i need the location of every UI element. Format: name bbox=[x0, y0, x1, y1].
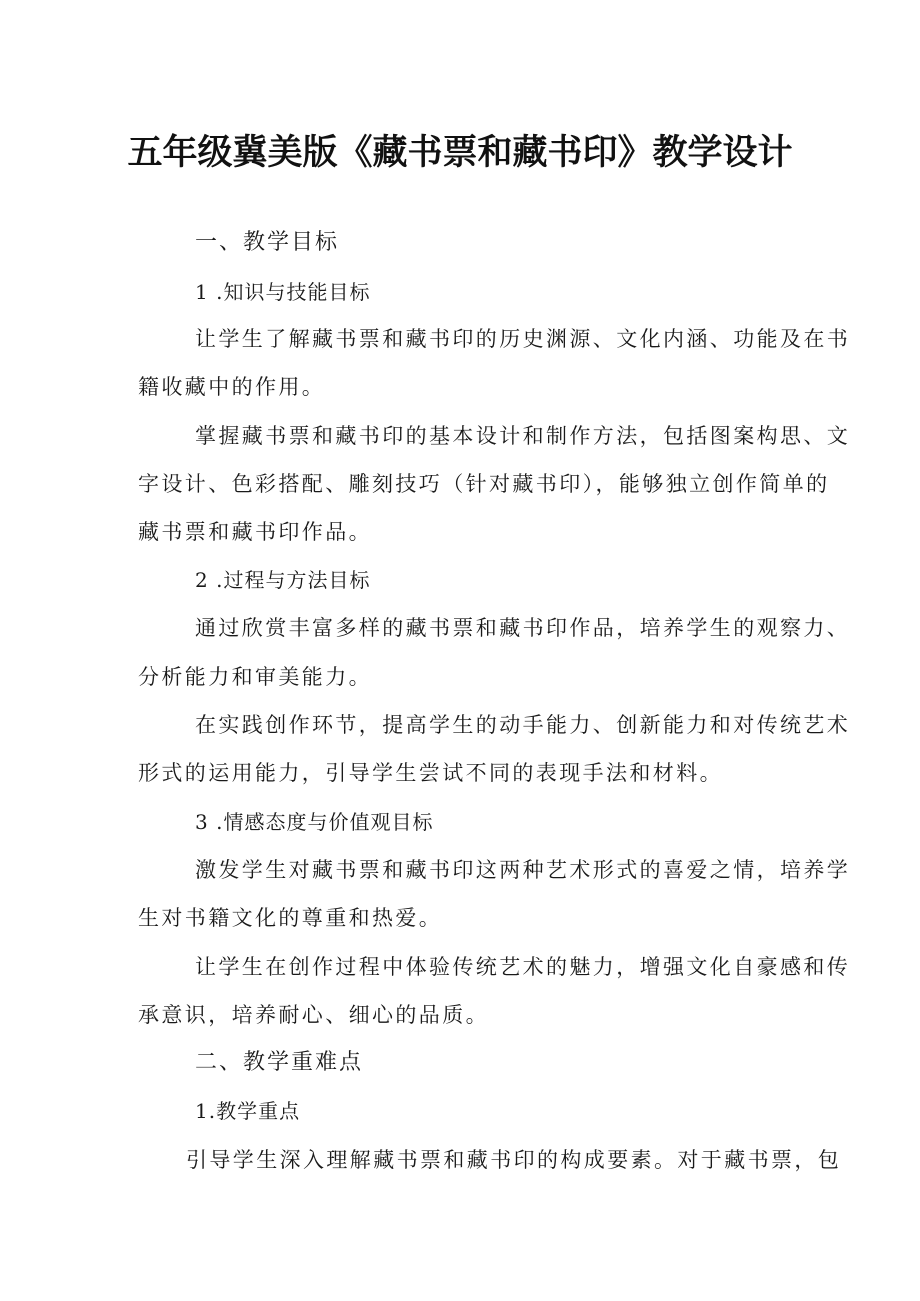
paragraph-line: 让学生在创作过程中体验传统艺术的魅力，增强文化自豪感和传 bbox=[195, 955, 851, 979]
paragraph-line: 在实践创作环节，提高学生的动手能力、创新能力和对传统艺术 bbox=[195, 713, 851, 737]
paragraph-line: 通过欣赏丰富多样的藏书票和藏书印作品，培养学生的观察力、 bbox=[195, 616, 851, 640]
paragraph-line: 籍收藏中的作用。 bbox=[138, 375, 326, 399]
paragraph-line: 藏书票和藏书印作品。 bbox=[138, 520, 372, 544]
paragraph-line: 让学生了解藏书票和藏书印的历史渊源、文化内涵、功能及在书 bbox=[195, 327, 851, 351]
document-title: 五年级冀美版《藏书票和藏书印》教学设计 bbox=[127, 133, 793, 173]
paragraph-line: 掌握藏书票和藏书印的基本设计和制作方法，包括图案构思、文 bbox=[195, 424, 851, 448]
paragraph-line: 生对书籍文化的尊重和热爱。 bbox=[138, 906, 443, 930]
subsection-heading-process: 2 .过程与方法目标 bbox=[195, 568, 371, 592]
paragraph-line: 激发学生对藏书票和藏书印这两种艺术形式的喜爱之情，培养学 bbox=[195, 858, 851, 882]
subsection-heading-values: 3 .情感态度与价值观目标 bbox=[195, 810, 434, 834]
paragraph-line: 字设计、色彩搭配、雕刻技巧（针对藏书印），能够独立创作简单的 bbox=[138, 472, 830, 496]
paragraph-line: 形式的运用能力，引导学生尝试不同的表现手法和材料。 bbox=[138, 761, 723, 785]
paragraph-line: 引导学生深入理解藏书票和藏书印的构成要素。对于藏书票，包 bbox=[186, 1148, 842, 1172]
subsection-heading-focus: 1.教学重点 bbox=[195, 1099, 301, 1123]
section-heading-objectives: 一、教学目标 bbox=[195, 230, 340, 255]
subsection-heading-knowledge: 1 .知识与技能目标 bbox=[195, 280, 371, 304]
section-heading-key-points: 二、教学重难点 bbox=[195, 1050, 364, 1075]
paragraph-line: 分析能力和审美能力。 bbox=[138, 665, 372, 689]
paragraph-line: 承意识，培养耐心、细心的品质。 bbox=[138, 1003, 489, 1027]
